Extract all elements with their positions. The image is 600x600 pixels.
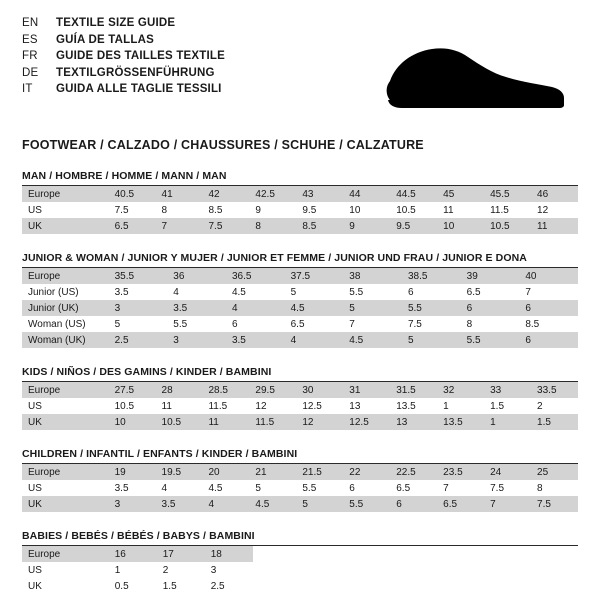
row-label: US [22,398,109,414]
cell: 7.5 [402,316,461,332]
cell: 44 [343,186,390,202]
cell: 33.5 [531,382,578,398]
cell: 3.5 [167,300,226,316]
cell: 12 [296,414,343,430]
language-code: EN [22,17,39,29]
cell: 21 [249,464,296,480]
cell: 29.5 [249,382,296,398]
cell: 21.5 [296,464,343,480]
table-row [22,398,578,414]
cell: 35.5 [109,268,168,284]
cell: 10 [109,414,156,430]
cell: 8 [461,316,520,332]
cell: 36 [167,268,226,284]
table-row [22,414,578,430]
footwear-section-title: FOOTWEAR / CALZADO / CHAUSSURES / SCHUHE / CALZATURE [22,138,424,152]
cell: 27.5 [109,382,156,398]
cell: 19 [109,464,156,480]
cell: 24 [484,464,531,480]
table-row [22,268,578,284]
group-title: MAN / HOMBRE / HOMME / MANN / MAN [22,170,578,186]
language-code: DE [22,66,39,79]
row-label: UK [22,414,109,430]
cell: 3 [109,300,168,316]
table-row [22,496,578,512]
cell: 3.5 [156,496,203,512]
group-title: KIDS / NIÑOS / DES GAMINS / KINDER / BAMBINI [22,366,578,382]
cell: 7 [519,284,578,300]
cell: 6.5 [109,218,156,234]
language-row-it [22,82,225,98]
cell: 8 [531,480,578,496]
cell: 13 [343,398,390,414]
cell: 11.5 [484,202,531,218]
row-label: UK [22,496,109,512]
cell: 20 [202,464,249,480]
cell: 43 [296,186,343,202]
row-label: Woman (US) [22,316,109,332]
cell: 8 [249,218,296,234]
cell: 0.5 [109,578,157,594]
cell: 25 [531,464,578,480]
language-row-de [22,66,225,82]
cell: 36.5 [226,268,285,284]
row-label: Europe [22,546,109,562]
language-row-fr [22,49,225,65]
cell: 4 [226,300,285,316]
language-title: GUÍA DE TALLAS [56,33,154,46]
cell: 11 [202,414,249,430]
cell: 6 [519,332,578,348]
cell: 5 [296,496,343,512]
page-header [22,16,578,122]
size-group-kids [22,366,578,430]
row-label: UK [22,578,109,594]
cell: 4 [202,496,249,512]
cell: 10 [437,218,484,234]
cell: 13.5 [437,414,484,430]
cell: 22.5 [390,464,437,480]
cell: 3 [205,562,253,578]
row-label: Europe [22,464,109,480]
cell: 46 [531,186,578,202]
cell: 10.5 [109,398,156,414]
size-group-babies [22,530,578,594]
cell: 4.5 [285,300,344,316]
cell: 11 [531,218,578,234]
cell: 44.5 [390,186,437,202]
table-row [22,480,578,496]
language-code: FR [22,50,38,62]
cell: 31 [343,382,390,398]
cell: 5.5 [296,480,343,496]
cell: 6.5 [285,316,344,332]
cell: 3 [167,332,226,348]
cell: 5 [343,300,402,316]
cell: 1.5 [531,414,578,430]
cell: 6.5 [437,496,484,512]
cell: 6 [402,284,461,300]
row-label: US [22,202,109,218]
cell: 5.5 [402,300,461,316]
cell: 4.5 [343,332,402,348]
cell: 4.5 [226,284,285,300]
cell: 6 [519,300,578,316]
language-title: GUIDA ALLE TAGLIE TESSILI [56,83,222,95]
language-title: TEXTILE SIZE GUIDE [56,17,176,29]
table-row [22,332,578,348]
cell: 18 [205,546,253,562]
cell: 37.5 [285,268,344,284]
cell: 22 [343,464,390,480]
table-row [22,284,578,300]
cell: 5.5 [461,332,520,348]
group-title: JUNIOR & WOMAN / JUNIOR Y MUJER / JUNIOR ET FEMME / JUNIOR UND FRAU / JUNIOR E DONA [22,252,578,268]
cell: 8.5 [296,218,343,234]
cell: 7.5 [531,496,578,512]
cell: 41 [156,186,203,202]
cell: 12.5 [343,414,390,430]
cell: 10.5 [156,414,203,430]
cell: 28 [156,382,203,398]
cell: 38.5 [402,268,461,284]
row-label: US [22,562,109,578]
cell: 8 [156,202,203,218]
cell: 42.5 [249,186,296,202]
table-row [22,464,578,480]
cell: 40.5 [109,186,156,202]
language-code: IT [22,83,33,95]
language-title: TEXTILGRÖSSENFÜHRUNG [56,66,215,79]
cell: 5 [402,332,461,348]
cell: 5 [285,284,344,300]
cell: 28.5 [202,382,249,398]
cell: 6 [390,496,437,512]
cell: 7.5 [109,202,156,218]
language-code: ES [22,33,38,46]
language-row-en [22,16,225,32]
cell: 31.5 [390,382,437,398]
cell: 13.5 [390,398,437,414]
cell: 2 [157,562,205,578]
cell: 5.5 [343,284,402,300]
cell: 32 [437,382,484,398]
cell: 33 [484,382,531,398]
row-label: Junior (US) [22,284,109,300]
cell: 9 [249,202,296,218]
size-table-man [22,186,578,234]
cell: 4 [285,332,344,348]
table-row [22,218,578,234]
size-table-children [22,464,578,512]
cell: 11 [156,398,203,414]
table-row [22,316,578,332]
language-row-es [22,33,225,49]
size-table-babies [22,546,253,594]
cell: 10.5 [390,202,437,218]
cell: 6 [461,300,520,316]
cell: 5 [109,316,168,332]
cell: 12.5 [296,398,343,414]
cell: 45 [437,186,484,202]
size-group-man [22,170,578,234]
cell: 7 [343,316,402,332]
cell: 1 [484,414,531,430]
cell: 2.5 [109,332,168,348]
row-label: Junior (UK) [22,300,109,316]
group-title: CHILDREN / INFANTIL / ENFANTS / KINDER / BAMBINI [22,448,578,464]
cell: 17 [157,546,205,562]
cell: 4.5 [249,496,296,512]
size-table-kids [22,382,578,430]
table-row [22,300,578,316]
cell: 11.5 [249,414,296,430]
row-label: Woman (UK) [22,332,109,348]
cell: 7 [156,218,203,234]
language-title: GUIDE DES TAILLES TEXTILE [56,50,225,62]
cell: 4 [156,480,203,496]
cell: 9.5 [390,218,437,234]
cell: 12 [249,398,296,414]
cell: 3.5 [109,480,156,496]
cell: 38 [343,268,402,284]
cell: 3 [109,496,156,512]
cell: 5 [249,480,296,496]
cell: 1 [109,562,157,578]
cell: 11 [437,202,484,218]
row-label: Europe [22,186,109,202]
cell: 1 [437,398,484,414]
language-title-list [22,16,225,98]
table-row [22,202,578,218]
cell: 8.5 [202,202,249,218]
size-group-junior-woman [22,252,578,348]
cell: 3.5 [226,332,285,348]
cell: 1.5 [157,578,205,594]
cell: 6 [343,480,390,496]
cell: 6.5 [390,480,437,496]
size-group-children [22,448,578,512]
table-row [22,578,253,594]
cell: 42 [202,186,249,202]
cell: 7 [484,496,531,512]
row-label: Europe [22,382,109,398]
table-row [22,382,578,398]
table-row [22,546,253,562]
cell: 6.5 [461,284,520,300]
row-label: Europe [22,268,109,284]
table-row [22,562,253,578]
cell: 23.5 [437,464,484,480]
cell: 19.5 [156,464,203,480]
dress-shoe-icon [376,34,566,122]
cell: 9.5 [296,202,343,218]
cell: 3.5 [109,284,168,300]
cell: 45.5 [484,186,531,202]
cell: 2 [531,398,578,414]
cell: 40 [519,268,578,284]
cell: 6 [226,316,285,332]
cell: 30 [296,382,343,398]
cell: 2.5 [205,578,253,594]
cell: 12 [531,202,578,218]
cell: 4.5 [202,480,249,496]
cell: 9 [343,218,390,234]
cell: 5.5 [343,496,390,512]
cell: 13 [390,414,437,430]
cell: 7 [437,480,484,496]
cell: 8.5 [519,316,578,332]
cell: 10.5 [484,218,531,234]
cell: 7.5 [484,480,531,496]
cell: 5.5 [167,316,226,332]
row-label: US [22,480,109,496]
cell: 7.5 [202,218,249,234]
cell: 39 [461,268,520,284]
table-row [22,186,578,202]
cell: 1.5 [484,398,531,414]
cell: 11.5 [202,398,249,414]
cell: 10 [343,202,390,218]
cell: 4 [167,284,226,300]
row-label: UK [22,218,109,234]
cell: 16 [109,546,157,562]
size-table-junior-woman [22,268,578,348]
group-title: BABIES / BEBÉS / BÉBÉS / BABYS / BAMBINI [22,530,578,546]
